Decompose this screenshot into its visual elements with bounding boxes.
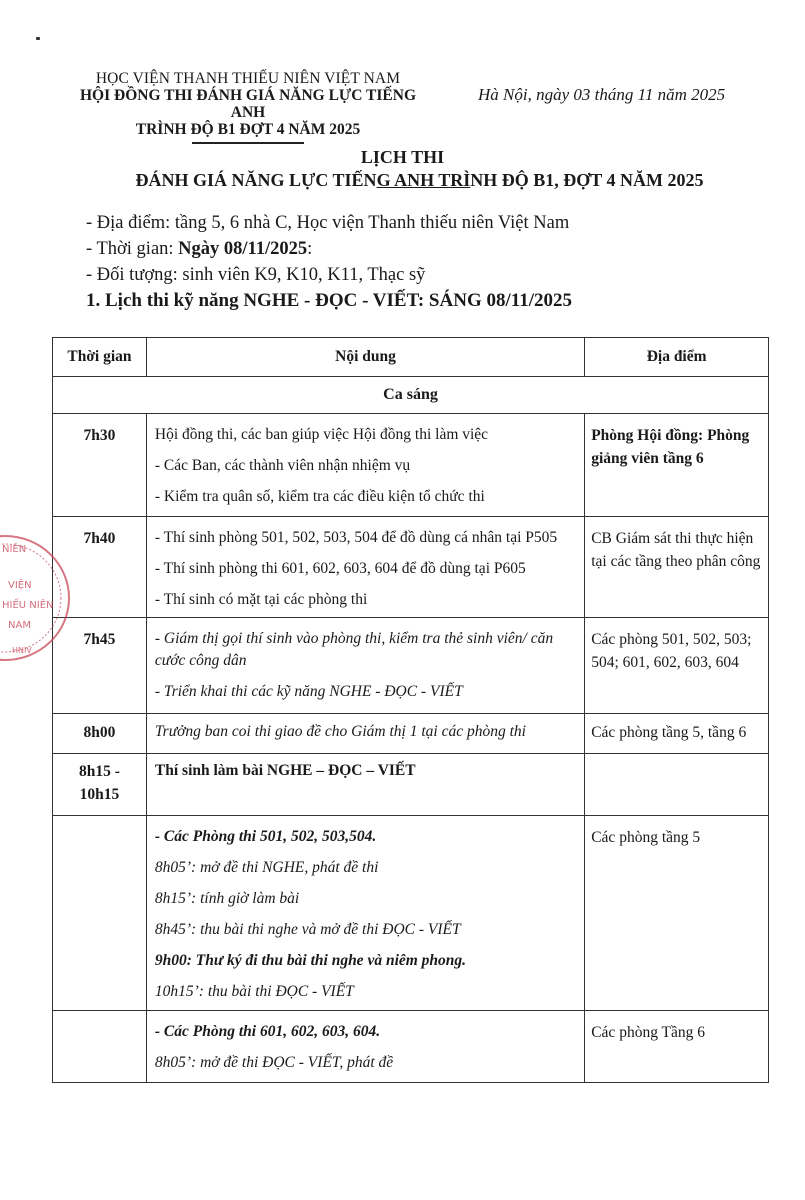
row-location: CB Giám sát thi thực hiện tại các tầng theo phân công [585,517,769,618]
row-location: Các phòng 501, 502, 503; 504; 601, 602, 603, 604 [585,618,769,714]
info-time-suffix: : [307,239,313,259]
content-line: - Kiểm tra quân số, kiểm tra các điều kiện tổ chức thi [154,488,485,505]
content-line: Thí sinh làm bài NGHE – ĐỌC – VIẾT [154,762,416,779]
row-content [146,754,584,816]
content-line: - Thí sinh có mặt tại các phòng thi [154,591,368,608]
content-line: 9h00: Thư ký đi thu bài thi nghe và niêm phong. [154,952,467,969]
time-start: 8h15 - [78,763,120,780]
shift-label: Ca sáng [53,377,769,414]
row-time: 7h30 [53,414,147,517]
scan-speck [36,37,40,40]
council-name: HỘI ĐỒNG THI ĐÁNH GIÁ NĂNG LỰC TIẾNG ANH [79,87,417,121]
seal-text-mid3: NAM [8,620,31,631]
schedule-table [52,337,769,1083]
row-content [146,816,584,1011]
row-content [146,1011,584,1083]
row-location: Các phòng tầng 5, tầng 6 [585,714,769,754]
band-row [53,377,769,414]
dateline: Hà Nội, ngày 03 tháng 11 năm 2025 [478,85,726,104]
row-content [146,414,584,517]
info-time-label: - Thời gian: [86,239,179,259]
header-location: Địa điểm [585,338,769,377]
organization-header [62,70,434,144]
content-line: - Thí sinh phòng 501, 502, 503, 504 để đồ dùng cá nhân tại P505 [154,529,558,546]
content-line: - Thí sinh phòng thi 601, 602, 603, 604 để đồ dùng tại P605 [154,560,526,577]
subtitle-underlined: G ANH TRÌ [376,170,471,190]
row-content [146,517,584,618]
org-name: HỌC VIỆN THANH THIẾU NIÊN VIỆT NAM [95,70,401,87]
header-time: Thời gian [53,338,147,377]
row-location: Các phòng Tầng 6 [585,1011,769,1083]
content-line: Hội đồng thi, các ban giúp việc Hội đồng thi làm việc [154,426,489,443]
content-line: 8h05’: mở đề thi NGHE, phát đề thi [154,859,379,876]
table-row [53,816,769,1011]
seal-text-mid1: VIỆN [8,580,32,591]
row-content [146,714,584,754]
content-line: - Giám thị gọi thí sinh vào phòng thi, kiểm tra thẻ sinh viên/ căn cước công dân [154,630,554,669]
document-subtitle [17,170,805,191]
subtitle-part-c: NH ĐỘ B1, ĐỢT 4 NĂM 2025 [470,170,704,190]
row-time [53,816,147,1011]
table-header-row [53,338,769,377]
seal-text-top: NIÊN [2,544,27,555]
seal-text-mid2: HIẾU NIÊN [2,600,54,611]
row-time [53,754,147,816]
row-time [53,1011,147,1083]
exam-info [86,210,572,314]
row-time: 7h40 [53,517,147,618]
row-location [585,754,769,816]
header-content: Nội dung [146,338,584,377]
row-location: Các phòng tầng 5 [585,816,769,1011]
row-location: Phòng Hội đồng: Phòng giảng viên tầng 6 [585,414,769,517]
table-row [53,1011,769,1083]
content-line: - Triển khai thi các kỹ năng NGHE - ĐỌC - VIẾT [154,683,463,700]
table-row [53,754,769,816]
table-row [53,517,769,618]
seal-text-bottom: HNIV [12,646,32,655]
content-line: 10h15’: thu bài thi ĐỌC - VIẾT [154,983,354,1000]
time-end: 10h15 [79,786,120,803]
content-line: 8h45’: thu bài thi nghe và mở đề thi ĐỌC - VIẾT [154,921,461,938]
info-location: - Địa điểm: tầng 5, 6 nhà C, Học viện Thanh thiếu niên Việt Nam [86,213,570,233]
document-title: LỊCH THI [360,147,445,167]
header-divider [192,142,304,144]
row-content [146,618,584,714]
content-line: Trưởng ban coi thi giao đề cho Giám thị 1 tại các phòng thi [154,723,526,740]
subtitle-part-a: ĐÁNH GIÁ NĂNG LỰC TIẾN [135,170,377,190]
table-row [53,618,769,714]
content-line: - Các Ban, các thành viên nhận nhiệm vụ [154,457,411,474]
section-heading: 1. Lịch thi kỹ năng NGHE - ĐỌC - VIẾT: SÁNG 08/11/2025 [86,290,572,311]
table-row [53,414,769,517]
council-level: TRÌNH ĐỘ B1 ĐỢT 4 NĂM 2025 [135,121,361,138]
info-time-value: Ngày 08/11/2025 [178,239,308,259]
table-row [53,714,769,754]
content-line: 8h15’: tính giờ làm bài [154,890,300,907]
content-line: - Các Phòng thi 501, 502, 503,504. [154,828,377,845]
row-time: 7h45 [53,618,147,714]
content-line: - Các Phòng thi 601, 602, 603, 604. [154,1023,381,1040]
row-time: 8h00 [53,714,147,754]
info-target: - Đối tượng: sinh viên K9, K10, K11, Thạc sỹ [86,265,426,285]
content-line: 8h05’: mở đề thi ĐỌC - VIẾT, phát đề [154,1054,394,1071]
info-time [86,236,572,262]
